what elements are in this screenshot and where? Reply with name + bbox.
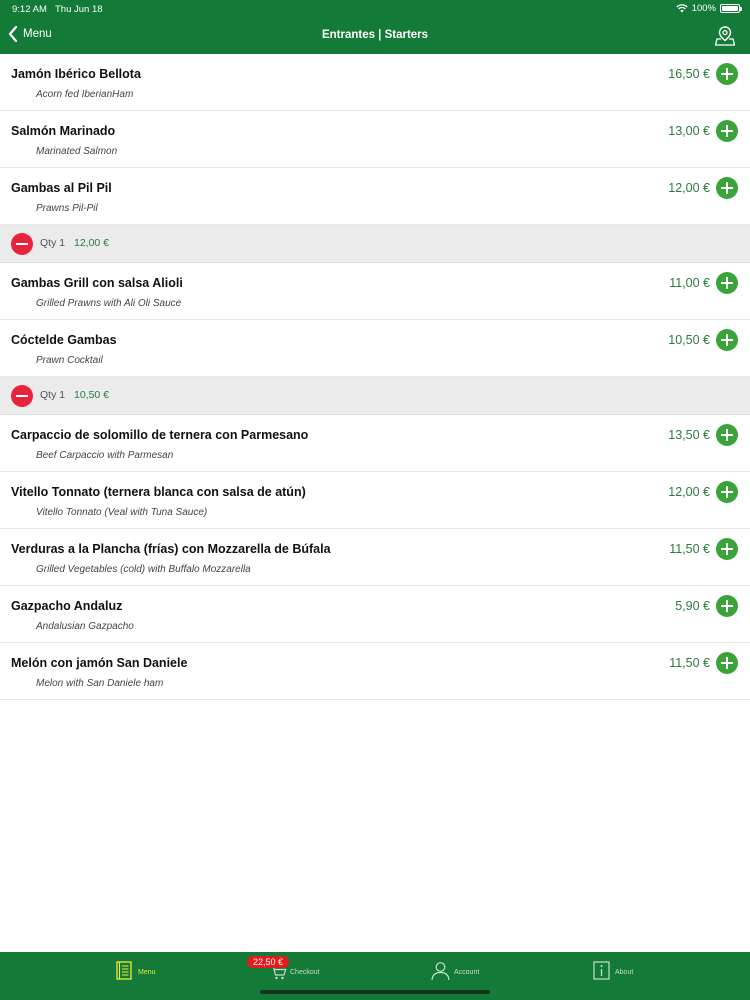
item-price: 12,00 € bbox=[668, 485, 710, 499]
battery-icon bbox=[720, 4, 740, 13]
menu-item bbox=[0, 320, 750, 377]
item-price: 12,00 € bbox=[668, 181, 710, 195]
status-bar bbox=[0, 0, 750, 18]
item-name: Vitello Tonnato (ternera blanca con salsa de atún) bbox=[11, 485, 306, 499]
menu-list bbox=[0, 54, 750, 700]
item-description: Melon with San Daniele ham bbox=[36, 678, 164, 689]
cart-quantity-row bbox=[0, 377, 750, 415]
battery-percent: 100% bbox=[691, 3, 716, 14]
quantity-price: 10,50 € bbox=[74, 389, 110, 401]
item-name: Gambas Grill con salsa Alioli bbox=[11, 276, 183, 290]
tab-about-label: About bbox=[615, 969, 634, 976]
info-icon bbox=[593, 961, 610, 980]
page-title: Entrantes | Starters bbox=[321, 29, 429, 41]
item-price: 11,00 € bbox=[669, 276, 710, 290]
nav-bar bbox=[0, 18, 750, 54]
item-description: Marinated Salmon bbox=[36, 146, 118, 157]
add-item-button[interactable] bbox=[716, 538, 738, 560]
menu-item bbox=[0, 643, 750, 700]
menu-book-icon bbox=[115, 961, 133, 980]
remove-item-button[interactable] bbox=[11, 385, 33, 407]
item-description: Acorn fed IberianHam bbox=[36, 89, 134, 100]
quantity-label: Qty 1 bbox=[40, 237, 66, 249]
menu-item bbox=[0, 529, 750, 586]
item-price: 11,50 € bbox=[669, 542, 710, 556]
menu-item bbox=[0, 111, 750, 168]
item-name: Verduras a la Plancha (frías) con Mozzarella de Búfala bbox=[11, 542, 331, 556]
item-description: Grilled Prawns with Ali Oli Sauce bbox=[36, 298, 182, 309]
add-item-button[interactable] bbox=[716, 272, 738, 294]
wifi-icon bbox=[676, 4, 688, 13]
item-name: Cóctelde Gambas bbox=[11, 333, 117, 347]
add-item-button[interactable] bbox=[716, 329, 738, 351]
header bbox=[0, 0, 750, 54]
item-price: 13,50 € bbox=[668, 428, 710, 442]
tab-account-label: Account bbox=[454, 969, 480, 976]
item-description: Prawns Pil-Pil bbox=[36, 203, 98, 214]
item-description: Beef Carpaccio with Parmesan bbox=[36, 450, 174, 461]
item-name: Salmón Marinado bbox=[11, 124, 116, 138]
item-price: 11,50 € bbox=[669, 656, 710, 670]
menu-item bbox=[0, 54, 750, 111]
add-item-button[interactable] bbox=[716, 63, 738, 85]
add-item-button[interactable] bbox=[716, 120, 738, 142]
cart-quantity-row bbox=[0, 225, 750, 263]
menu-item bbox=[0, 415, 750, 472]
home-indicator bbox=[260, 990, 490, 994]
quantity-label: Qty 1 bbox=[40, 389, 66, 401]
add-item-button[interactable] bbox=[716, 652, 738, 674]
menu-item bbox=[0, 263, 750, 320]
status-date: Thu Jun 18 bbox=[55, 4, 103, 15]
add-item-button[interactable] bbox=[716, 481, 738, 503]
item-price: 5,90 € bbox=[675, 599, 710, 613]
tab-about[interactable] bbox=[580, 952, 750, 1000]
map-button[interactable] bbox=[714, 25, 736, 47]
item-price: 13,00 € bbox=[668, 124, 710, 138]
quantity-price: 12,00 € bbox=[74, 237, 110, 249]
status-time: 9:12 AM bbox=[12, 4, 47, 15]
add-item-button[interactable] bbox=[716, 424, 738, 446]
menu-item bbox=[0, 586, 750, 643]
item-description: Grilled Vegetables (cold) with Buffalo Mozzarella bbox=[36, 564, 251, 575]
item-price: 10,50 € bbox=[668, 333, 710, 347]
item-name: Gazpacho Andaluz bbox=[11, 599, 123, 613]
remove-item-button[interactable] bbox=[11, 233, 33, 255]
menu-item bbox=[0, 472, 750, 529]
tab-menu-label: Menu bbox=[138, 969, 156, 976]
add-item-button[interactable] bbox=[716, 595, 738, 617]
map-pin-icon bbox=[714, 25, 736, 47]
item-description: Vitello Tonnato (Veal with Tuna Sauce) bbox=[36, 507, 208, 518]
item-name: Jamón Ibérico Bellota bbox=[11, 67, 141, 81]
cart-total-badge[interactable]: 22,50 € bbox=[247, 956, 289, 968]
item-name: Melón con jamón San Daniele bbox=[11, 656, 188, 670]
menu-item bbox=[0, 168, 750, 225]
person-icon bbox=[431, 961, 450, 981]
item-price: 16,50 € bbox=[668, 67, 710, 81]
item-description: Prawn Cocktail bbox=[36, 355, 103, 366]
item-name: Gambas al Pil Pil bbox=[11, 181, 112, 195]
item-description: Andalusian Gazpacho bbox=[36, 621, 134, 632]
item-name: Carpaccio de solomillo de ternera con Parmesano bbox=[11, 428, 309, 442]
add-item-button[interactable] bbox=[716, 177, 738, 199]
cart-icon bbox=[270, 966, 287, 980]
back-label: Menu bbox=[23, 28, 52, 40]
status-right bbox=[676, 3, 740, 14]
tab-checkout-label: Checkout bbox=[290, 969, 320, 976]
